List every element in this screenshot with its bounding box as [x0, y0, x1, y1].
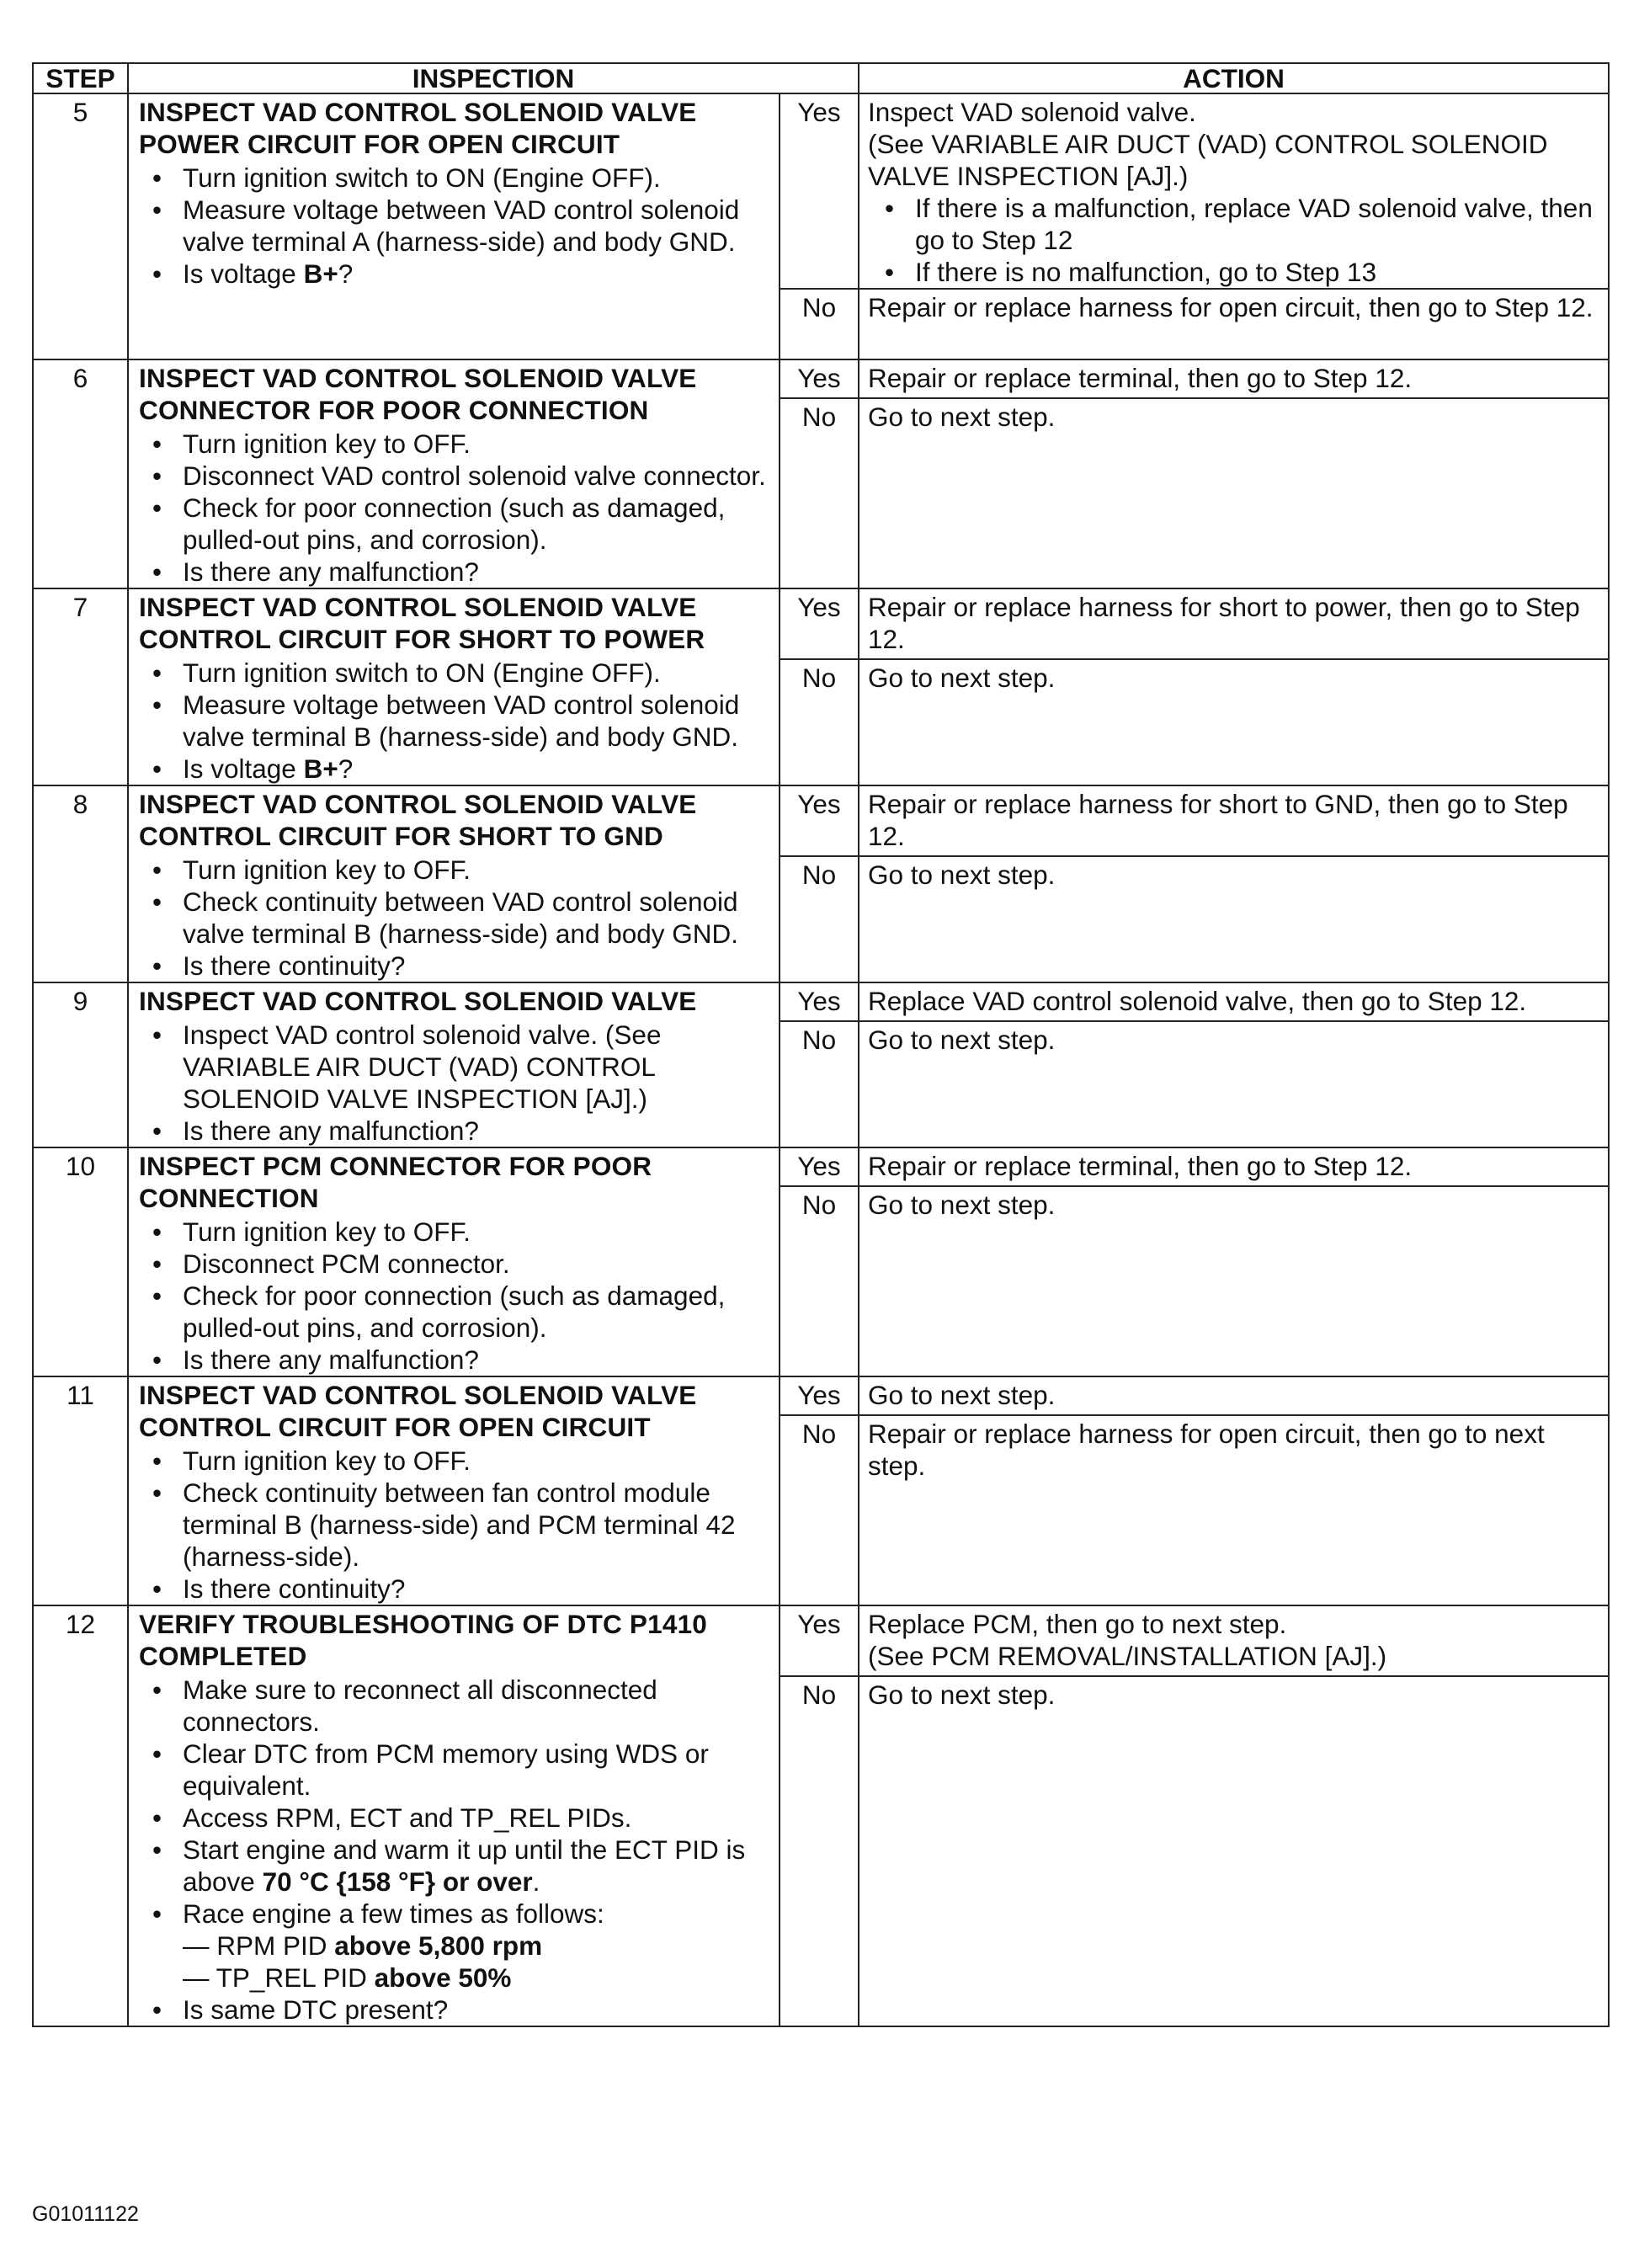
- list-item: • Turn ignition switch to ON (Engine OFF).: [183, 162, 772, 194]
- step-number: 8: [33, 785, 128, 982]
- tp-rel-condition: — TP_REL PID above 50%: [183, 1962, 512, 1993]
- inspection-cell: [128, 982, 780, 1147]
- header-step: STEP: [33, 63, 128, 93]
- step-number: 10: [33, 1147, 128, 1376]
- table-row: [33, 93, 1609, 289]
- inspection-list: [139, 162, 772, 290]
- list-item: • Measure voltage between VAD control solenoid valve terminal A (harness-side) and body GND.: [183, 194, 772, 258]
- inspection-cell: [128, 93, 780, 359]
- list-item: • Is there any malfunction?: [183, 556, 772, 588]
- no-action: Go to next step.: [859, 856, 1609, 982]
- table-row: [33, 1605, 1609, 1676]
- yes-action: Repair or replace terminal, then go to Step 12.: [859, 1147, 1609, 1186]
- inspection-title: INSPECT VAD CONTROL SOLENOID VALVE CONTROL CIRCUIT FOR SHORT TO POWER: [139, 592, 705, 654]
- inspection-list: [139, 1019, 772, 1147]
- header-action: ACTION: [859, 63, 1609, 93]
- no-label: No: [780, 659, 859, 785]
- yes-action: Repair or replace terminal, then go to Step 12.: [859, 359, 1609, 398]
- reference-text: (See PCM REMOVAL/INSTALLATION [AJ].): [868, 1641, 1387, 1671]
- table-header-row: [33, 63, 1609, 93]
- list-item: • Measure voltage between VAD control solenoid valve terminal B (harness-side) and body GND.: [183, 689, 772, 753]
- inspection-title: VERIFY TROUBLESHOOTING OF DTC P1410 COMPLETED: [139, 1609, 708, 1671]
- yes-action: Replace PCM, then go to next step. (See PCM REMOVAL/INSTALLATION [AJ].): [859, 1605, 1609, 1676]
- inspection-title: INSPECT PCM CONNECTOR FOR POOR CONNECTION: [139, 1151, 652, 1213]
- no-action: Go to next step.: [859, 1676, 1609, 2026]
- inspection-title: INSPECT VAD CONTROL SOLENOID VALVE CONTROL CIRCUIT FOR OPEN CIRCUIT: [139, 1380, 697, 1442]
- list-item: • Turn ignition key to OFF.: [183, 1445, 772, 1477]
- table-row: [33, 1376, 1609, 1415]
- inspection-list: [139, 1674, 772, 2026]
- table-row: [33, 359, 1609, 398]
- no-action: Repair or replace harness for open circuit, then go to next step.: [859, 1415, 1609, 1605]
- inspection-cell: [128, 359, 780, 588]
- step-number: 12: [33, 1605, 128, 2026]
- list-item: • Race engine a few times as follows: — RPM PID above 5,800 rpm — TP_REL PID above 50%: [183, 1898, 772, 1994]
- step-number: 11: [33, 1376, 128, 1605]
- list-item: • Is there any malfunction?: [183, 1115, 772, 1147]
- step-number: 6: [33, 359, 128, 588]
- table-row: [33, 982, 1609, 1021]
- inspection-cell: [128, 1147, 780, 1376]
- list-item: • If there is a malfunction, replace VAD solenoid valve, then go to Step 12: [915, 192, 1603, 256]
- step-number: 5: [33, 93, 128, 359]
- list-item: • Turn ignition switch to ON (Engine OFF).: [183, 657, 772, 689]
- action-list: [868, 192, 1603, 288]
- yes-label: Yes: [780, 1605, 859, 1676]
- no-label: No: [780, 856, 859, 982]
- inspection-title: INSPECT VAD CONTROL SOLENOID VALVE: [139, 986, 697, 1016]
- no-label: No: [780, 1676, 859, 2026]
- yes-action: Repair or replace harness for short to power, then go to Step 12.: [859, 588, 1609, 659]
- inspection-cell: [128, 1376, 780, 1605]
- yes-label: Yes: [780, 785, 859, 856]
- list-item: • Check for poor connection (such as damaged, pulled-out pins, and corrosion).: [183, 1280, 772, 1344]
- step-number: 9: [33, 982, 128, 1147]
- list-item: • Is there any malfunction?: [183, 1344, 772, 1376]
- list-item: • Disconnect PCM connector.: [183, 1248, 772, 1280]
- yes-action: Replace VAD control solenoid valve, then go to Step 12.: [859, 982, 1609, 1021]
- list-item: • Clear DTC from PCM memory using WDS or equivalent.: [183, 1738, 772, 1802]
- troubleshooting-document: [32, 62, 1608, 2027]
- no-action: Repair or replace harness for open circuit, then go to Step 12.: [859, 289, 1609, 359]
- no-label: No: [780, 1021, 859, 1147]
- list-item: • Turn ignition key to OFF.: [183, 854, 772, 886]
- list-item: • If there is no malfunction, go to Step 13: [915, 256, 1603, 288]
- inspection-title: INSPECT VAD CONTROL SOLENOID VALVE POWER CIRCUIT FOR OPEN CIRCUIT: [139, 97, 697, 159]
- header-inspection: INSPECTION: [128, 63, 859, 93]
- yes-label: Yes: [780, 1376, 859, 1415]
- list-item: • Inspect VAD control solenoid valve. (See VARIABLE AIR DUCT (VAD) CONTROL SOLENOID VALVE INSPECTION [AJ].): [183, 1019, 772, 1115]
- table-row: [33, 588, 1609, 659]
- yes-action: Repair or replace harness for short to GND, then go to Step 12.: [859, 785, 1609, 856]
- list-item: • Is voltage B+?: [183, 753, 772, 785]
- list-item: • Turn ignition key to OFF.: [183, 1216, 772, 1248]
- no-action: Go to next step.: [859, 1186, 1609, 1376]
- yes-label: Yes: [780, 93, 859, 289]
- list-item: • Check continuity between VAD control solenoid valve terminal B (harness-side) and body GND.: [183, 886, 772, 950]
- rpm-condition: — RPM PID above 5,800 rpm: [183, 1930, 543, 1961]
- list-item: • Check for poor connection (such as damaged, pulled-out pins, and corrosion).: [183, 492, 772, 556]
- list-item: • Make sure to reconnect all disconnected connectors.: [183, 1674, 772, 1738]
- inspection-cell: [128, 1605, 780, 2026]
- no-label: No: [780, 1186, 859, 1376]
- step-number: 7: [33, 588, 128, 785]
- list-item: • Is voltage B+?: [183, 258, 772, 290]
- table-row: [33, 1147, 1609, 1186]
- inspection-list: [139, 428, 772, 588]
- reference-text: (See VARIABLE AIR DUCT (VAD) CONTROL SOLENOID VALVE INSPECTION [AJ].): [868, 129, 1548, 191]
- list-item: • Is same DTC present?: [183, 1994, 772, 2026]
- figure-code: G01011122: [32, 2202, 139, 2226]
- inspection-title: INSPECT VAD CONTROL SOLENOID VALVE CONTROL CIRCUIT FOR SHORT TO GND: [139, 789, 697, 851]
- list-item: • Start engine and warm it up until the ECT PID is above 70 °C {158 °F} or over.: [183, 1834, 772, 1898]
- yes-label: Yes: [780, 982, 859, 1021]
- troubleshooting-table: [32, 62, 1610, 2027]
- no-action: Go to next step.: [859, 659, 1609, 785]
- list-item: • Is there continuity?: [183, 1573, 772, 1605]
- yes-label: Yes: [780, 359, 859, 398]
- list-item: • Access RPM, ECT and TP_REL PIDs.: [183, 1802, 772, 1834]
- no-action: Go to next step.: [859, 398, 1609, 588]
- no-label: No: [780, 398, 859, 588]
- no-label: No: [780, 289, 859, 359]
- no-action: Go to next step.: [859, 1021, 1609, 1147]
- table-row: [33, 785, 1609, 856]
- list-item: • Check continuity between fan control module terminal B (harness-side) and PCM terminal 42 (harness-side).: [183, 1477, 772, 1573]
- yes-label: Yes: [780, 1147, 859, 1186]
- inspection-list: [139, 657, 772, 785]
- list-item: • Is there continuity?: [183, 950, 772, 982]
- inspection-cell: [128, 588, 780, 785]
- yes-action: Inspect VAD solenoid valve. (See VARIABLE AIR DUCT (VAD) CONTROL SOLENOID VALVE INSPECTION [AJ].) • If there is a malfunction, replace VAD solenoid valve, then go to Step 12 • If there is no malfunction, go to Step 13: [859, 93, 1609, 289]
- inspection-list: [139, 1216, 772, 1376]
- inspection-title: INSPECT VAD CONTROL SOLENOID VALVE CONNECTOR FOR POOR CONNECTION: [139, 363, 697, 425]
- no-label: No: [780, 1415, 859, 1605]
- list-item: • Disconnect VAD control solenoid valve connector.: [183, 460, 772, 492]
- inspection-cell: [128, 785, 780, 982]
- yes-action: Go to next step.: [859, 1376, 1609, 1415]
- inspection-list: [139, 1445, 772, 1605]
- yes-label: Yes: [780, 588, 859, 659]
- list-item: • Turn ignition key to OFF.: [183, 428, 772, 460]
- inspection-list: [139, 854, 772, 982]
